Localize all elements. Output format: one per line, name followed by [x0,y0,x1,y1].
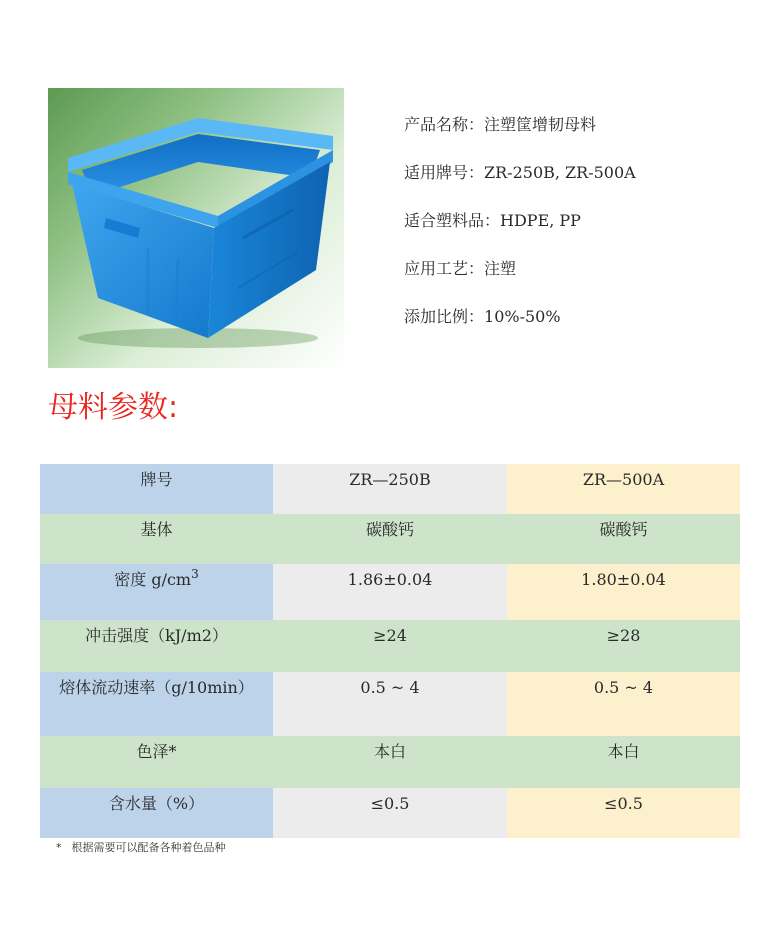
row-label: 熔体流动速率（g/10min） [40,672,273,736]
spec-product-name [404,114,764,162]
product-spec-list [404,114,764,354]
spec-label: 适合塑料品： [404,211,501,230]
section-title: 母料参数: [48,390,179,425]
spec-value: HDPE, PP [500,211,581,230]
parameter-table [40,464,740,838]
row-label [40,564,273,620]
row-value-zr500a: ≤0.5 [507,788,740,838]
table-row [40,672,740,736]
spec-label: 应用工艺： [404,259,485,278]
footnote [56,840,226,856]
crate-illustration [48,88,344,368]
row-value-zr500a: 1.80±0.04 [507,564,740,620]
table-row [40,788,740,838]
spec-label: 产品名称： [404,115,485,134]
row-value-zr500a: 碳酸钙 [507,514,740,564]
row-value-zr250b: 碳酸钙 [273,514,507,564]
footnote-marker: * [56,841,62,854]
header-grade-label: 牌号 [40,464,273,514]
row-value-zr250b: 本白 [273,736,507,788]
density-label: 密度 g/cm [114,570,192,589]
table-row [40,564,740,620]
header-zr250b: ZR—250B [273,464,507,514]
row-label: 冲击强度（kJ/m2） [40,620,273,672]
footnote-text: 根据需要可以配备各种着色品种 [71,841,226,854]
table-row [40,620,740,672]
spec-value: ZR-250B, ZR-500A [484,163,636,182]
row-value-zr250b: ≤0.5 [273,788,507,838]
row-value-zr500a: 0.5 ~ 4 [507,672,740,736]
row-label: 含水量（%） [40,788,273,838]
spec-value: 注塑筐增韧母料 [484,115,597,134]
row-label: 色泽* [40,736,273,788]
table-header-row [40,464,740,514]
spec-value: 注塑 [484,259,517,278]
spec-applicable-grade [404,162,764,210]
row-value-zr250b: ≥24 [273,620,507,672]
spec-process [404,258,764,306]
spec-label: 适用牌号： [404,163,485,182]
spec-addition-ratio [404,306,764,354]
header-zr500a: ZR—500A [507,464,740,514]
row-value-zr250b: 1.86±0.04 [273,564,507,620]
table-row [40,514,740,564]
row-label: 基体 [40,514,273,564]
density-exponent: 3 [191,567,199,581]
product-image [48,88,344,368]
table-row [40,736,740,788]
spec-value: 10%-50% [484,307,561,326]
spec-label: 添加比例： [404,307,485,326]
row-value-zr500a: 本白 [507,736,740,788]
row-value-zr250b: 0.5 ~ 4 [273,672,507,736]
row-value-zr500a: ≥28 [507,620,740,672]
spec-suitable-plastics [404,210,764,258]
